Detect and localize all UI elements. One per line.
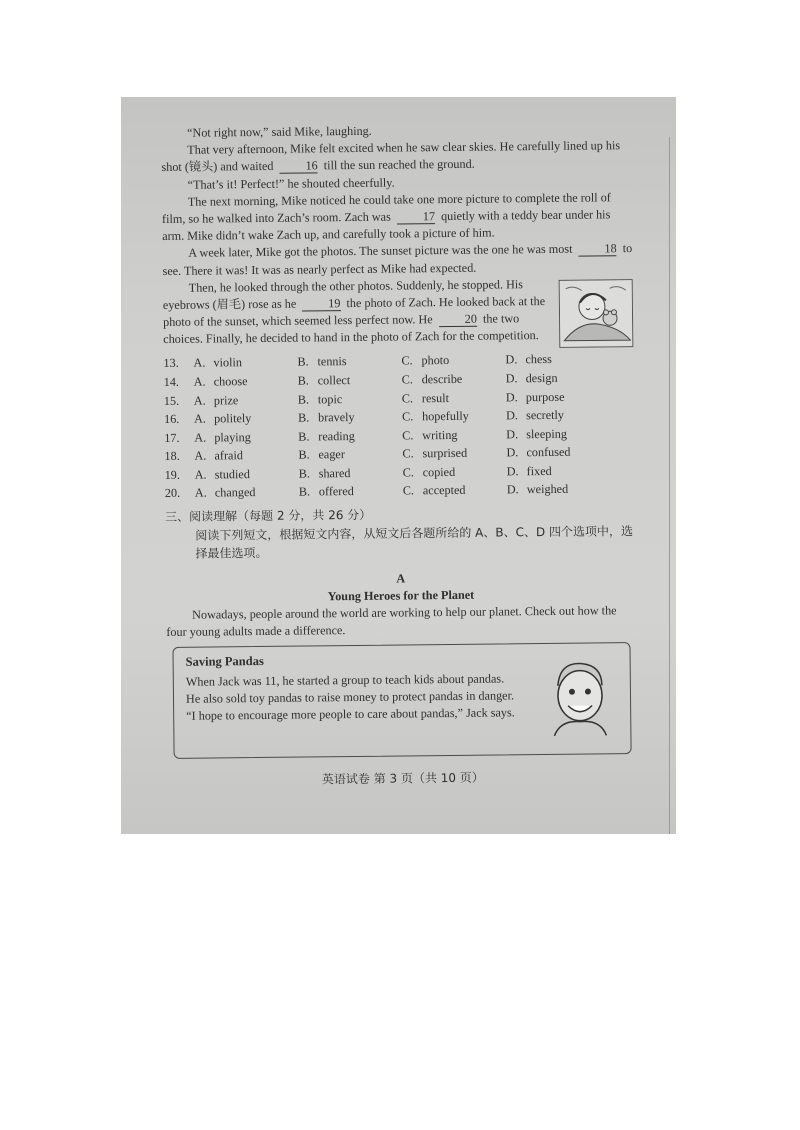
passage-line-1: “Not right now,” said Mike, laughing.	[187, 123, 372, 140]
saving-pandas-card	[172, 643, 631, 760]
blank-18: 18	[578, 243, 616, 257]
blank-19: 19	[302, 297, 340, 311]
option-row-13: 13. A. violin B. tennis C. photo D. chess	[163, 352, 552, 371]
scanned-page-photo	[121, 97, 676, 834]
blank-20: 20	[439, 313, 477, 327]
exam-page	[161, 120, 638, 790]
boy-face-illustration	[540, 656, 619, 739]
blank-17: 17	[397, 210, 435, 224]
reading-letter: A	[396, 571, 406, 586]
answer-options	[163, 350, 635, 504]
page-edge	[669, 137, 670, 834]
option-row-20: 20. A. changed B. offered C. accepted D. weighed	[164, 482, 569, 501]
sleeping-child-illustration	[559, 279, 634, 348]
passage-paragraph-3: “That’s it! Perfect!” he shouted cheerfully.	[187, 175, 395, 192]
option-row-14: 14. A. choose B. collect C. describe D. design	[163, 370, 558, 389]
section-heading: 三、阅读理解（每题 2 分，共 26 分）	[165, 508, 372, 525]
option-row-17: 17. A. playing B. reading C. writing D. sleeping	[164, 426, 567, 445]
passage-paragraph-6: Then, he looked through the other photos. Suddenly, he stopped. His eyebrows (眉毛) rose as he 19 the photo of Zach. He looked back at the photo of the sunset, which seemed less perfect now. He 20 the two choices. Finally, he decided to hand in the photo of Zach for the competition.	[162, 277, 546, 347]
passage-paragraph-5: A week later, Mike got the photos. The sunset picture was the one he was most 18 to see. There it was! It was as nearly perfect as Mike had expected.	[162, 241, 633, 278]
option-row-18: 18. A. afraid B. eager C. surprised D. confused	[164, 445, 571, 464]
blank-16: 16	[279, 160, 317, 174]
reading-title: Young Heroes for the Planet	[327, 587, 475, 604]
option-row-15: 15. A. prize B. topic C. result D. purpose	[163, 389, 565, 408]
passage-paragraph-4: The next morning, Mike noticed he could take one more picture to complete the roll of film, so he walked into Zach’s room. Zach was 17 quietly with a teddy bear under his arm. Mike didn’t wake Zach up, and carefully took a picture of him.	[161, 190, 611, 244]
option-row-19: 19. A. studied B. shared C. copied D. fixed	[164, 463, 552, 482]
passage-paragraph-2: That very afternoon, Mike felt excited when he saw clear skies. He carefully lined up his shot (镜头) and waited 16 till the sun reached the ground.	[161, 138, 621, 175]
card-text: When Jack was 11, he started a group to teach kids about pandas. He also sold toy pandas to raise money to protect pandas in danger. “I hope to encourage more people to care about pandas,” Jack says.	[185, 671, 515, 723]
option-row-16: 16. A. politely B. bravely C. hopefully D. secretly	[164, 407, 565, 427]
page-footer: 英语试卷 第 3 页（共 10 页）	[321, 771, 484, 787]
card-title: Saving Pandas	[185, 654, 264, 670]
section-instruction: 阅读下列短文，根据短文内容，从短文后各题所给的 A、B、C、D 四个选项中，选择最佳选项。	[195, 523, 634, 561]
reading-intro: Nowadays, people around the world are working to help our planet. Check out how the four young adults made a difference.	[166, 603, 617, 640]
